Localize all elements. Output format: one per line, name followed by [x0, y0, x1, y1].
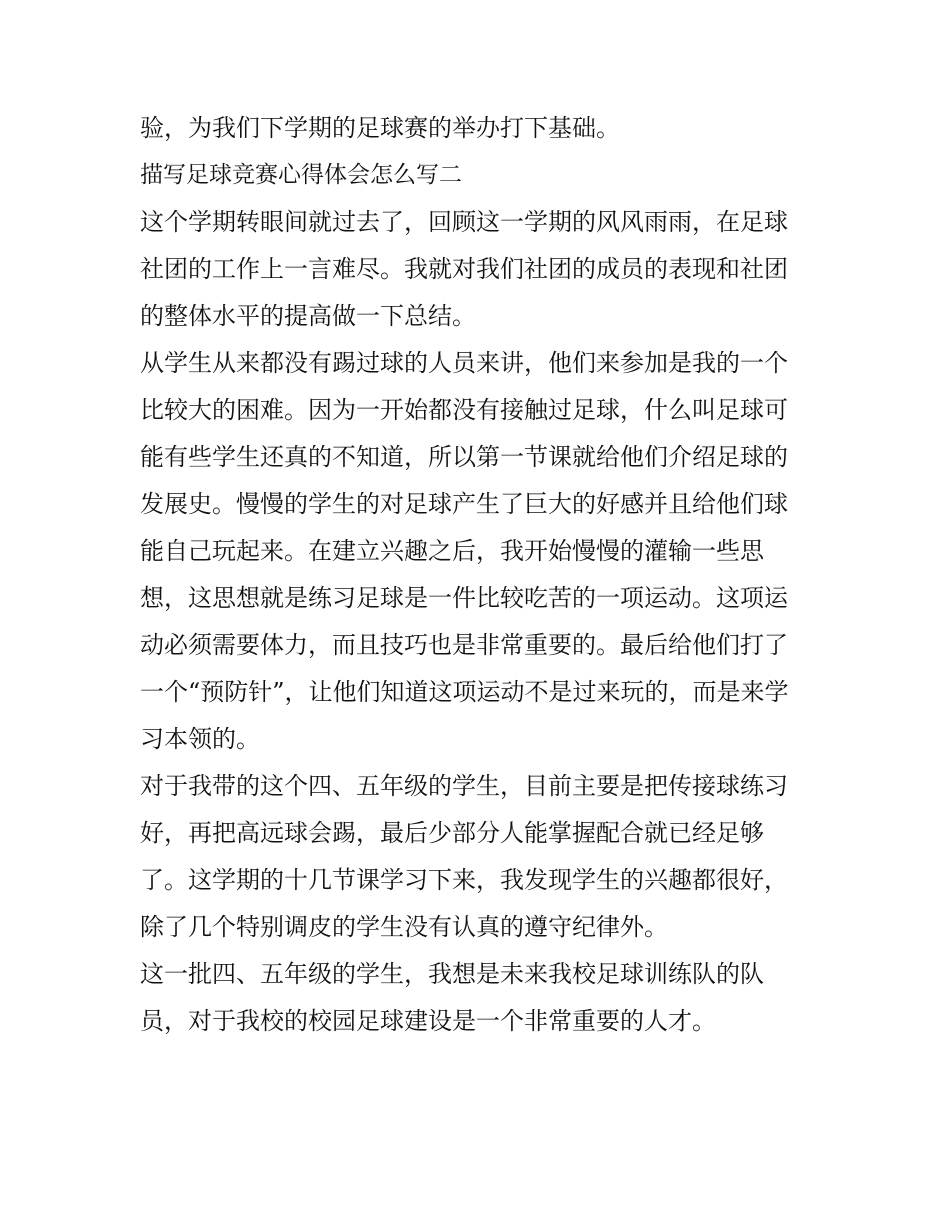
document-body	[140, 105, 820, 1045]
text-line: 想，这思想就是练习足球是一件比较吃苦的一项运动。这项运	[140, 584, 788, 612]
text-line: 动必须需要体力，而且技巧也是非常重要的。最后给他们打了	[140, 631, 788, 659]
text-line: 员，对于我校的校园足球建设是一个非常重要的人才。	[140, 1007, 716, 1035]
text-line: 能有些学生还真的不知道，所以第一节课就给他们介绍足球的	[140, 443, 788, 471]
text-line: 一个“预防针”，让他们知道这项运动不是过来玩的，而是来学	[140, 678, 789, 706]
text-line: 比较大的困难。因为一开始都没有接触过足球，什么叫足球可	[140, 396, 788, 424]
heading-line: 描写足球竞赛心得体会怎么写二	[140, 162, 462, 188]
paragraph-review	[140, 199, 820, 340]
text-line: 验，为我们下学期的足球赛的举办打下基础。	[140, 114, 620, 142]
paragraph-future-team	[140, 951, 820, 1045]
text-line: 除了几个特别调皮的学生没有认真的遵守纪律外。	[140, 913, 668, 941]
text-line: 习本领的。	[140, 725, 260, 753]
text-line: 从学生从来都没有踢过球的人员来讲，他们来参加是我的一个	[140, 349, 788, 377]
paragraph-intro-tail	[140, 105, 820, 152]
text-line: 发展史。慢慢的学生的对足球产生了巨大的好感并且给他们球	[140, 490, 788, 518]
text-line: 对于我带的这个四、五年级的学生，目前主要是把传接球练习	[140, 772, 788, 800]
text-line: 了。这学期的十几节课学习下来，我发现学生的兴趣都很好，	[140, 866, 788, 894]
section-heading	[140, 152, 820, 199]
paragraph-grade-students	[140, 763, 820, 951]
text-line: 的整体水平的提高做一下总结。	[140, 302, 476, 330]
text-line: 好，再把高远球会踢，最后少部分人能掌握配合就已经足够	[140, 819, 764, 847]
text-line: 社团的工作上一言难尽。我就对我们社团的成员的表现和社团	[140, 255, 788, 283]
text-line: 能自己玩起来。在建立兴趣之后，我开始慢慢的灌输一些思	[140, 537, 764, 565]
paragraph-beginners	[140, 340, 820, 763]
text-line: 这一批四、五年级的学生，我想是未来我校足球训练队的队	[140, 960, 764, 988]
text-line: 这个学期转眼间就过去了，回顾这一学期的风风雨雨，在足球	[140, 208, 788, 236]
